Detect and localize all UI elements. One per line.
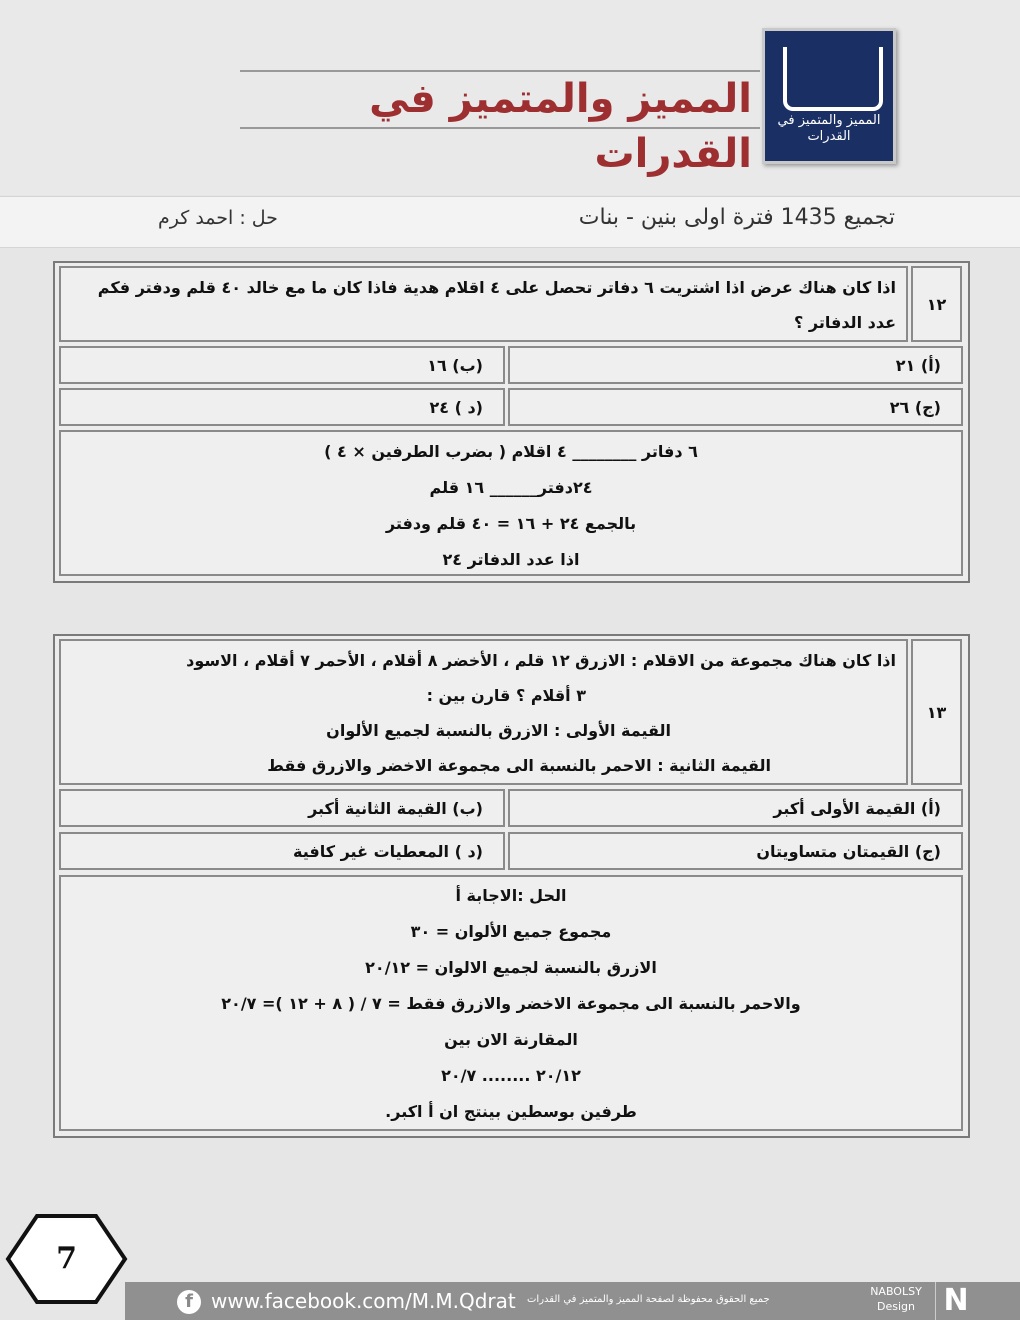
book-logo bbox=[762, 28, 896, 164]
brand-banner bbox=[240, 70, 760, 177]
solution-line: ٢٤دفتر______ ١٦ قلم bbox=[429, 478, 593, 497]
question-line: ٣ أقلام ؟ قارن بين : bbox=[426, 686, 586, 705]
option-b: (ب) القيمة الثانية أكبر bbox=[59, 789, 505, 827]
question-12-table bbox=[53, 261, 970, 583]
solution-line: الحل :الاجابة أ bbox=[455, 886, 567, 905]
subtitle-bar bbox=[0, 196, 1020, 248]
rights-notice: جميع الحقوق محفوظة لصفحة المميز والمتميز في القدرات bbox=[527, 1294, 770, 1305]
logo-caption: المميز والمتميز في القدرات bbox=[777, 113, 881, 144]
question-text bbox=[59, 639, 908, 785]
facebook-url: www.facebook.com/M.M.Qdrat bbox=[211, 1289, 516, 1313]
solution-line: بالجمع ٢٤ + ١٦ = ٤٠ قلم ودفتر bbox=[385, 514, 637, 533]
question-line: القيمة الأولى : الازرق بالنسبة لجميع الألوان bbox=[326, 721, 671, 740]
solution-box bbox=[59, 875, 963, 1131]
option-c: (ج) القيمتان متساويتان bbox=[508, 832, 963, 870]
solution-line: ٢٠/١٢ ........ ٢٠/٧ bbox=[441, 1066, 581, 1085]
collection-title: تجميع 1435 فترة اولى بنين - بنات bbox=[578, 205, 895, 230]
solution-line: المقارنة الان بين bbox=[444, 1030, 578, 1049]
solution-line: اذا عدد الدفاتر ٢٤ bbox=[442, 550, 580, 569]
option-d: (د ) ٢٤ bbox=[59, 388, 505, 426]
page-footer bbox=[125, 1282, 1020, 1320]
solver-credit: حل : احمد كرم bbox=[158, 207, 278, 229]
designer-credit bbox=[861, 1284, 931, 1314]
question-number: ١٣ bbox=[911, 639, 962, 785]
open-book-icon bbox=[783, 47, 883, 111]
solution-line: مجموع جميع الألوان = ٣٠ bbox=[410, 922, 612, 941]
solution-line: الازرق بالنسبة لجميع الالوان = ٢٠/١٢ bbox=[365, 958, 657, 977]
question-number: ١٢ bbox=[911, 266, 962, 342]
solution-line: ٦ دفاتر ________ ٤ اقلام ( بضرب الطرفين × ٤ ) bbox=[324, 442, 698, 461]
option-b: (ب) ١٦ bbox=[59, 346, 505, 384]
page-number: 7 bbox=[56, 1241, 77, 1276]
solution-box bbox=[59, 430, 963, 576]
solution-line: والاحمر بالنسبة الى مجموعة الاخضر والازرق فقط = ٧ / ( ٨ + ١٢ )= ٢٠/٧ bbox=[221, 994, 801, 1013]
question-text: اذا كان هناك عرض اذا اشتريت ٦ دفاتر تحصل على ٤ اقلام هدية فاذا كان ما مع خالد ٤٠ قلم ودفتر فكم عدد الدفاتر ؟ bbox=[59, 266, 908, 342]
question-line: اذا كان هناك مجموعة من الاقلام : الازرق ١٢ قلم ، الأخضر ٨ أقلام ، الأحمر ٧ أقلام ، الاسود bbox=[186, 651, 896, 670]
page-header bbox=[0, 0, 1020, 195]
option-c: (ج) ٢٦ bbox=[508, 388, 963, 426]
solution-line: طرفين بوسطين بينتج ان أ اكبر. bbox=[385, 1102, 637, 1121]
brand-title: المميز والمتميز في القدرات bbox=[369, 76, 752, 177]
question-13-table bbox=[53, 634, 970, 1138]
option-a: (أ) القيمة الأولى أكبر bbox=[508, 789, 963, 827]
option-a: (أ) ٢١ bbox=[508, 346, 963, 384]
option-d: (د ) المعطيات غير كافية bbox=[59, 832, 505, 870]
facebook-icon: f bbox=[177, 1290, 201, 1314]
question-line: القيمة الثانية : الاحمر بالنسبة الى مجموعة الاخضر والازرق فقط bbox=[267, 756, 771, 775]
designer-name: NABOLSY bbox=[870, 1285, 922, 1298]
designer-label: Design bbox=[877, 1300, 915, 1313]
designer-logo: N bbox=[935, 1282, 976, 1320]
